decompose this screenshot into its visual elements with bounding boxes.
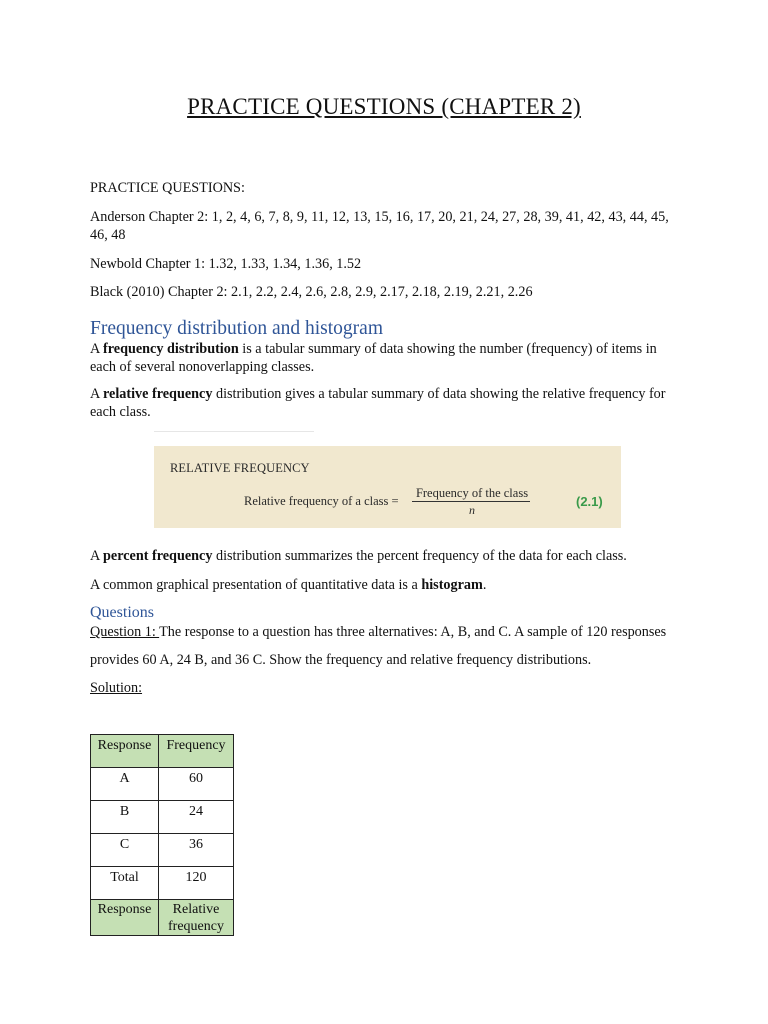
- formula-heading: RELATIVE FREQUENCY: [170, 461, 310, 475]
- equation-number: (2.1): [576, 494, 603, 509]
- histogram-definition: A common graphical presentation of quantitative data is a histogram.: [90, 577, 487, 593]
- solution-label: Solution:: [90, 680, 143, 696]
- practice-heading: PRACTICE QUESTIONS:: [90, 180, 245, 196]
- table-header-row: [91, 735, 234, 768]
- newbold-exercises: Newbold Chapter 1: 1.32, 1.33, 1.34, 1.36, 1.52: [90, 256, 362, 272]
- question-1-continued: provides 60 A, 24 B, and 36 C. Show the frequency and relative frequency distributions.: [90, 652, 592, 668]
- black-exercises: Black (2010) Chapter 2: 2.1, 2.2, 2.4, 2.6, 2.8, 2.9, 2.17, 2.18, 2.19, 2.21, 2.26: [90, 284, 533, 300]
- table-header-cell: Relative frequency: [159, 900, 234, 936]
- divider: [154, 431, 314, 432]
- table-cell: 60: [159, 768, 234, 801]
- table-row: [91, 768, 234, 801]
- relative-frequency-definition: A relative frequency distribution gives a tabular summary of data showing the relative frequency for each class.: [90, 386, 666, 420]
- fraction-bar: [412, 501, 530, 502]
- table-header-cell: Response: [91, 900, 159, 936]
- table-cell: A: [91, 768, 159, 801]
- table-cell: Total: [91, 867, 159, 900]
- table-row: [91, 801, 234, 834]
- table-header-row: [91, 900, 234, 936]
- questions-heading: Questions: [90, 604, 154, 621]
- percent-frequency-definition: A percent frequency distribution summarizes the percent frequency of the data for each class.: [90, 548, 627, 564]
- formula-lhs: Relative frequency of a class =: [244, 494, 399, 508]
- question-1: Question 1: The response to a question has three alternatives: A, B, and C. A sample of 120 responses: [90, 624, 667, 640]
- formula-numerator: Frequency of the class: [415, 486, 529, 500]
- section-heading: Frequency distribution and histogram: [90, 318, 383, 339]
- formula-denominator: n: [469, 503, 475, 517]
- anderson-exercises: Anderson Chapter 2: 1, 2, 4, 6, 7, 8, 9, 11, 12, 13, 15, 16, 17, 20, 21, 24, 27, 28, 39, 41, 42, 43, 44, 45, 46, 48: [90, 209, 669, 243]
- table-header-cell: Response: [91, 735, 159, 768]
- relative-frequency-formula-image: [154, 446, 621, 528]
- table-cell: C: [91, 834, 159, 867]
- table-header-cell: Frequency: [159, 735, 234, 768]
- question-1-label: Question 1:: [90, 624, 160, 640]
- table-cell: 24: [159, 801, 234, 834]
- frequency-table: [90, 734, 234, 936]
- table-row: [91, 867, 234, 900]
- table-row: [91, 834, 234, 867]
- table-cell: 120: [159, 867, 234, 900]
- table-cell: B: [91, 801, 159, 834]
- table-cell: 36: [159, 834, 234, 867]
- frequency-distribution-definition: A frequency distribution is a tabular summary of data showing the number (frequency) of items in each of several nonoverlapping classes.: [90, 341, 657, 375]
- page-title: PRACTICE QUESTIONS (CHAPTER 2): [187, 94, 581, 119]
